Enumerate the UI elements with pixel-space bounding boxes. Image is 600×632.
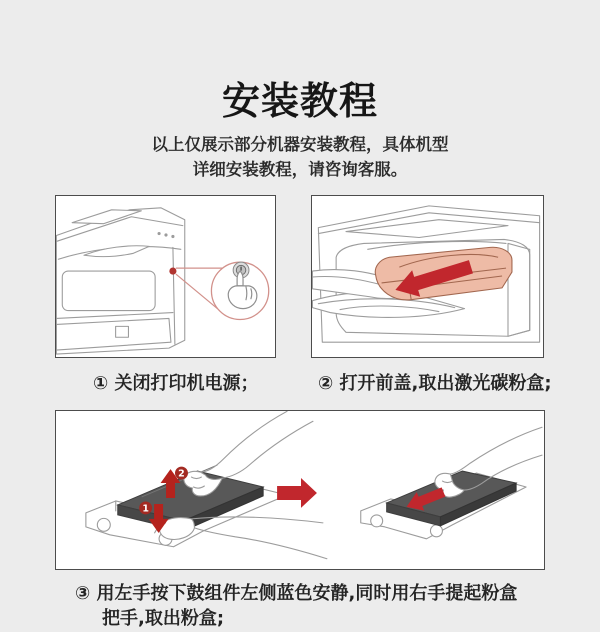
cartridge-separation-drawing — [56, 411, 544, 569]
next-step-arrow-icon — [277, 478, 317, 508]
printer-line-art — [56, 208, 184, 354]
step3-caption-line-2: 把手,取出粉盒; — [102, 608, 225, 629]
power-callout — [176, 262, 269, 319]
step2-illustration-panel — [311, 195, 544, 358]
printer-power-off-drawing — [56, 196, 275, 357]
step1-caption: ① 关闭打印机电源； — [93, 373, 259, 394]
badge-2-number: 2 — [178, 468, 185, 480]
subtitle-line-2: 详细安装教程，请咨询客服。 — [192, 160, 408, 179]
step3-caption — [75, 581, 555, 631]
left-hand-pressing — [155, 517, 327, 559]
step3-after-group — [361, 427, 542, 539]
step1-illustration-panel — [55, 195, 276, 358]
step3-caption-line-1: ③ 用左手按下鼓组件左侧蓝色安静,同时用右手提起粉盒 — [75, 583, 518, 604]
badge-1-number: 1 — [142, 503, 149, 515]
page-title: 安装教程 — [221, 79, 378, 123]
step3-before-group — [86, 411, 327, 558]
subtitle-line-1: 以上仅展示部分机器安装教程，具体机型 — [151, 135, 449, 154]
printer-open-cover-drawing — [312, 196, 543, 357]
step3-illustration-panel — [55, 410, 545, 570]
step2-caption: ② 打开前盖,取出激光碳粉盒; — [318, 373, 552, 394]
power-dot — [169, 268, 176, 275]
